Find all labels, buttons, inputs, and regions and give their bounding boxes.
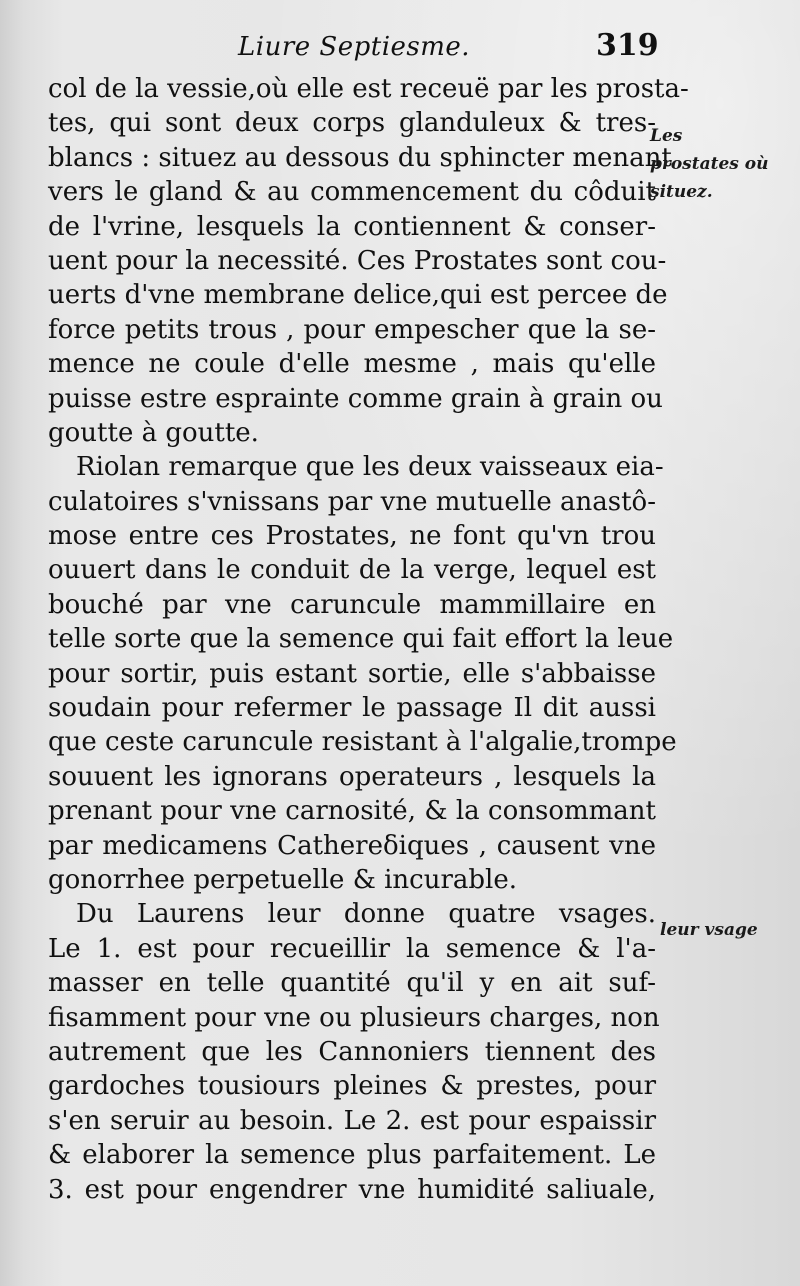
text-line: force petits trous , pour empescher que la se- — [48, 314, 656, 345]
text-line: & elaborer la semence plus parfaitement. Le — [48, 1140, 656, 1171]
text-line: soudain pour refermer le passage Il dit aussi — [48, 693, 656, 724]
text-line: culatoires s'vnissans par vne mutuelle anastô- — [48, 486, 656, 517]
text-line: masser en telle quantité qu'il y en ait suf- — [48, 968, 656, 999]
body-text — [48, 72, 689, 1207]
text-line: Riolan remarque que les deux vaisseaux eia- — [76, 452, 664, 483]
text-line: fisamment pour vne ou plusieurs charges, non — [48, 1002, 660, 1033]
text-line: de l'vrine, lesquels la contiennent & conser- — [48, 211, 656, 242]
running-head — [0, 28, 800, 68]
text-line: gonorrhee perpetuelle & incurable. — [48, 864, 518, 895]
text-line: uerts d'vne membrane delice,qui est percee de — [48, 280, 668, 311]
text-line: goutte à goutte. — [48, 417, 259, 448]
text-line: blancs : situez au dessous du sphincter menant — [48, 142, 672, 173]
text-line: bouché par vne caruncule mammillaire en — [48, 589, 656, 620]
running-title: Liure Septiesme. — [238, 32, 471, 62]
text-line: prenant pour vne carnosité, & la consommant — [48, 796, 656, 827]
text-line: que ceste caruncule resistant à l'algalie,trompe — [48, 727, 677, 758]
text-line: souuent les ignorans operateurs , lesquels la — [48, 761, 656, 792]
text-line: gardoches tousiours pleines & prestes, pour — [48, 1071, 656, 1102]
text-line: mose entre ces Prostates, ne font qu'vn trou — [48, 521, 656, 552]
text-line: puisse estre esprainte comme grain à grain ou — [48, 383, 663, 414]
text-line: autrement que les Cannoniers tiennent des — [48, 1036, 656, 1067]
margin-note: leur vsage — [660, 920, 758, 940]
text-line: Du Laurens leur donne quatre vsages. — [76, 899, 656, 930]
margin-note: Les prostates où situez. — [650, 126, 769, 202]
page-number: 319 — [596, 28, 659, 63]
text-line: tes, qui sont deux corps glanduleux & tres- — [48, 108, 656, 139]
text-line: s'en seruir au besoin. Le 2. est pour espaissir — [48, 1105, 656, 1136]
text-line: Le 1. est pour recueillir la semence & l'a- — [48, 933, 656, 964]
text-line: mence ne coule d'elle mesme , mais qu'elle — [48, 349, 656, 380]
text-line: col de la vessie,où elle est receuë par les prosta- — [48, 74, 689, 104]
text-line: telle sorte que la semence qui fait effort la leue — [48, 624, 674, 655]
text-line: uent pour la necessité. Ces Prostates sont cou- — [48, 245, 667, 276]
text-line: vers le gland & au commencement du côduit — [48, 177, 656, 208]
text-line: pour sortir, puis estant sortie, elle s'abbaisse — [48, 658, 656, 689]
text-line: par medicamens Cathereδiques , causent vne — [48, 830, 656, 861]
text-line: 3. est pour engendrer vne humidité saliuale, — [48, 1174, 656, 1205]
text-line: ouuert dans le conduit de la verge, lequel est — [48, 555, 656, 586]
